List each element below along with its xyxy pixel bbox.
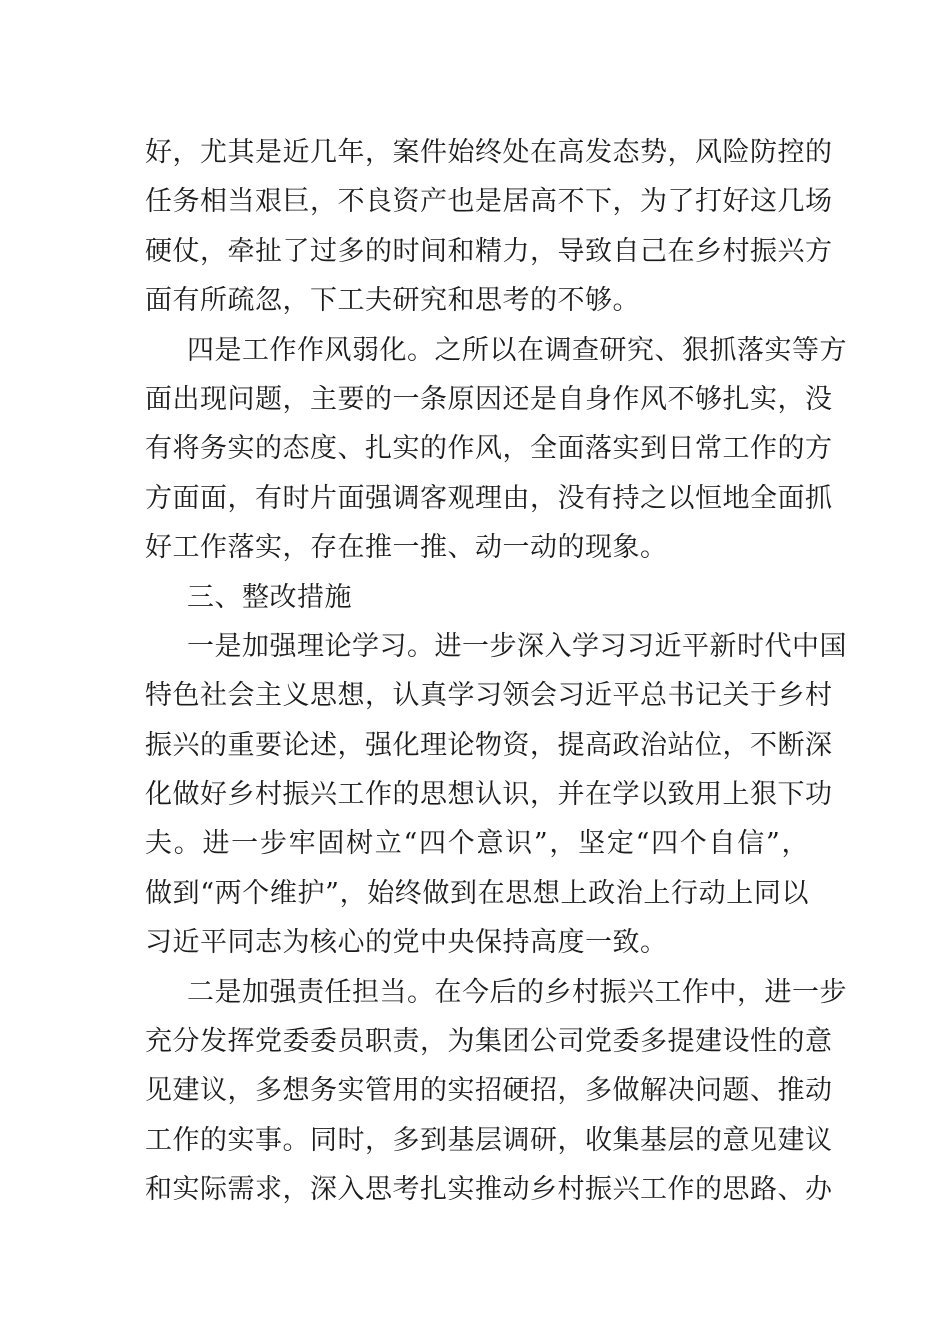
paragraph-line: 充分发挥党委委员职责，为集团公司党委多提建设性的意	[145, 1026, 833, 1058]
paragraph-line: 硬仗，牵扯了过多的时间和精力，导致自己在乡村振兴方	[145, 235, 833, 267]
paragraph-line: 习近平同志为核心的党中央保持高度一致。	[145, 927, 668, 959]
paragraph-line: 夫。进一步牢固树立“四个意识”，坚定“四个自信”，	[145, 828, 809, 860]
paragraph-line: 见建议，多想务实管用的实招硬招，多做解决问题、推动	[145, 1075, 833, 1107]
paragraph-line: 好，尤其是近几年，案件始终处在高发态势，风险防控的	[145, 137, 833, 168]
paragraph-line: 方面面，有时片面强调客观理由，没有持之以恒地全面抓	[145, 482, 833, 514]
paragraph-line: 化做好乡村振兴工作的思想认识，并在学以致用上狠下功	[145, 779, 833, 811]
paragraph-line: 面出现问题，主要的一条原因还是自身作风不够扎实，没	[145, 383, 833, 415]
paragraph-line: 工作的实事。同时，多到基层调研，收集基层的意见建议	[145, 1124, 833, 1156]
paragraph-line: 面有所疏忽，下工夫研究和思考的不够。	[145, 285, 640, 317]
paragraph-first-line: 四是工作作风弱化。之所以在调查研究、狠抓落实等方	[187, 334, 847, 366]
paragraph-line: 有将务实的态度、扎实的作风，全面落实到日常工作的方	[145, 433, 833, 465]
paragraph-line: 振兴的重要论述，强化理论物资，提高政治站位，不断深	[145, 729, 833, 761]
paragraph-line: 好工作落实，存在推一推、动一动的现象。	[145, 532, 668, 564]
section-heading: 三、整改措施	[187, 581, 352, 613]
paragraph-first-line: 一是加强理论学习。进一步深入学习习近平新时代中国	[187, 630, 847, 662]
paragraph-line: 做到“两个维护”，始终做到在思想上政治上行动上同以	[145, 877, 809, 909]
paragraph-first-line: 二是加强责任担当。在今后的乡村振兴工作中，进一步	[187, 976, 847, 1008]
paragraph-line: 特色社会主义思想，认真学习领会习近平总书记关于乡村	[145, 680, 833, 712]
document-body	[145, 128, 847, 1215]
paragraph-line: 任务相当艰巨，不良资产也是居高不下，为了打好这几场	[145, 186, 833, 218]
paragraph-line: 和实际需求，深入思考扎实推动乡村振兴工作的思路、办	[145, 1174, 833, 1206]
